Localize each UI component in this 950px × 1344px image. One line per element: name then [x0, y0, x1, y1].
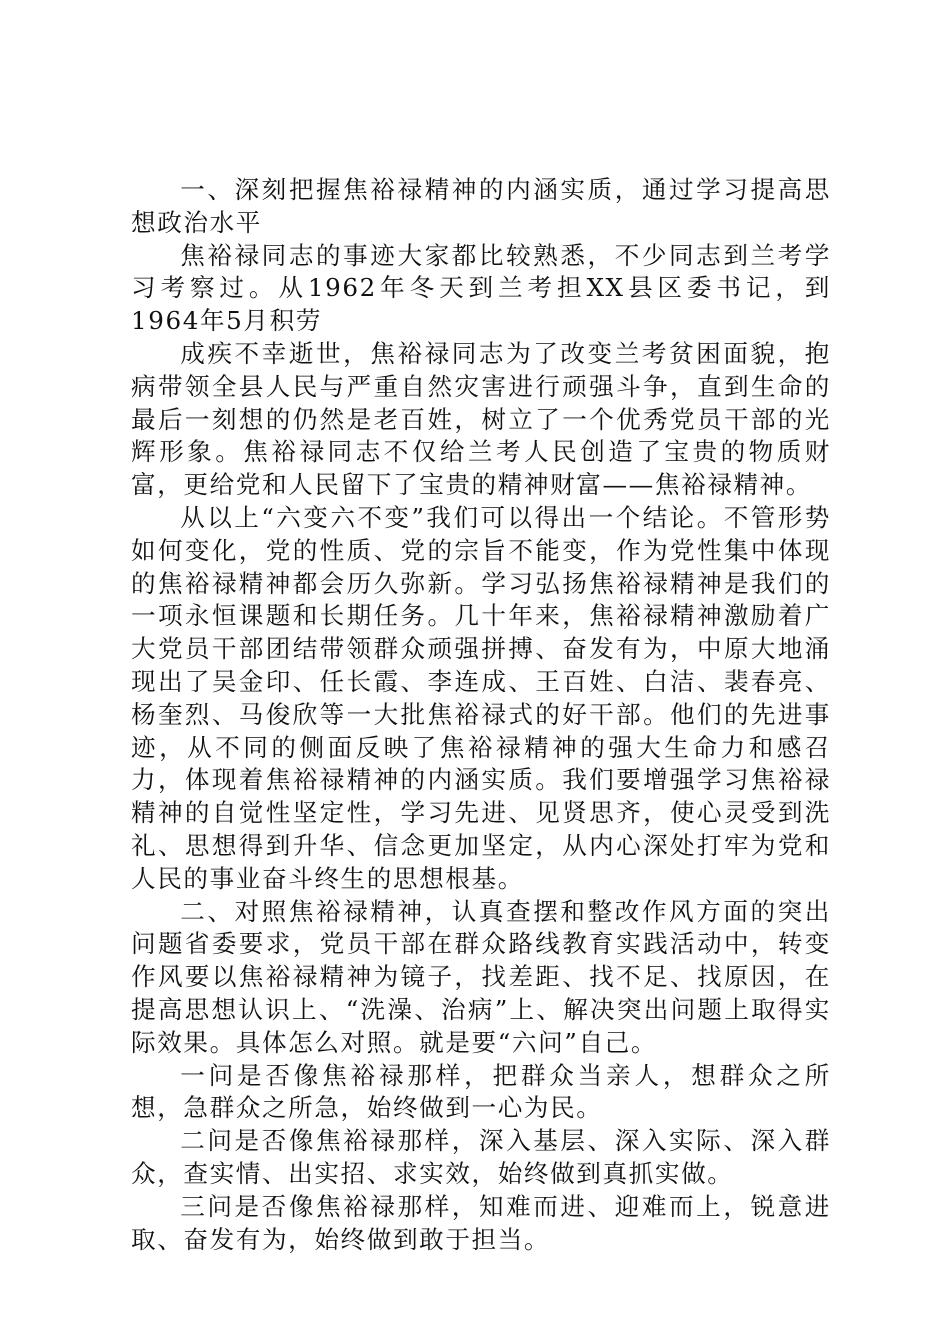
paragraph-question-three: 三问是否像焦裕禄那样，知难而进、迎难而上，锐意进取、奋发有为，始终做到敢于担当。 — [131, 1191, 831, 1254]
paragraph-jiao-deeds: 成疾不幸逝世，焦裕禄同志为了改变兰考贫困面貌，抱病带领全县人民与严重自然灾害进行顽强斗争，直到生命的最后一刻想的仍然是老百姓，树立了一个优秀党员干部的光辉形象。焦裕禄同志不仅给兰考人民创造了宝贵的物质财富，更给党和人民留下了宝贵的精神财富——焦裕禄精神。 — [131, 338, 831, 500]
heading-section-two: 二、对照焦裕禄精神，认真查摆和整改作风方面的突出问题省委要求，党员干部在群众路线教育实践活动中，转变作风要以焦裕禄精神为镜子，找差距、找不足、找原因，在提高思想认识上、“洗澡、治病”上、解决突出问题上取得实际效果。具体怎么对照。就是要“六问”自己。 — [131, 896, 831, 1057]
paragraph-question-one: 一问是否像焦裕禄那样，把群众当亲人，想群众之所想，急群众之所急，始终做到一心为民。 — [131, 1060, 831, 1123]
paragraph-question-two: 二问是否像焦裕禄那样，深入基层、深入实际、深入群众，查实情、出实招、求实效，始终做到真抓实做。 — [131, 1126, 831, 1188]
heading-section-one: 一、深刻把握焦裕禄精神的内涵实质，通过学习提高思想政治水平 — [131, 175, 831, 237]
paragraph-six-changes: 从以上“六变六不变”我们可以得出一个结论。不管形势如何变化，党的性质、党的宗旨不能变，作为党性集中体现的焦裕禄精神都会历久弥新。学习弘扬焦裕禄精神是我们的一项永恒课题和长期任务。几十年来，焦裕禄精神激励着广大党员干部团结带领群众顽强拼搏、奋发有为，中原大地涌现出了吴金印、任长霞、李连成、王百姓、白洁、裴春亮、杨奎烈、马俊欣等一大批焦裕禄式的好干部。他们的先进事迹，从不同的侧面反映了焦裕禄精神的强大生命力和感召力，体现着焦裕禄精神的内涵实质。我们要增强学习焦裕禄精神的自觉性坚定性，学习先进、见贤思齐，使心灵受到洗礼、思想得到升华、信念更加坚定，从内心深处打牢为党和人民的事业奋斗终生的思想根基。 — [131, 502, 831, 893]
document-body — [131, 174, 831, 1256]
paragraph-intro: 焦裕禄同志的事迹大家都比较熟悉，不少同志到兰考学习考察过。从1962年冬天到兰考担XX县区委书记，到1964年5月积劳 — [131, 240, 831, 336]
